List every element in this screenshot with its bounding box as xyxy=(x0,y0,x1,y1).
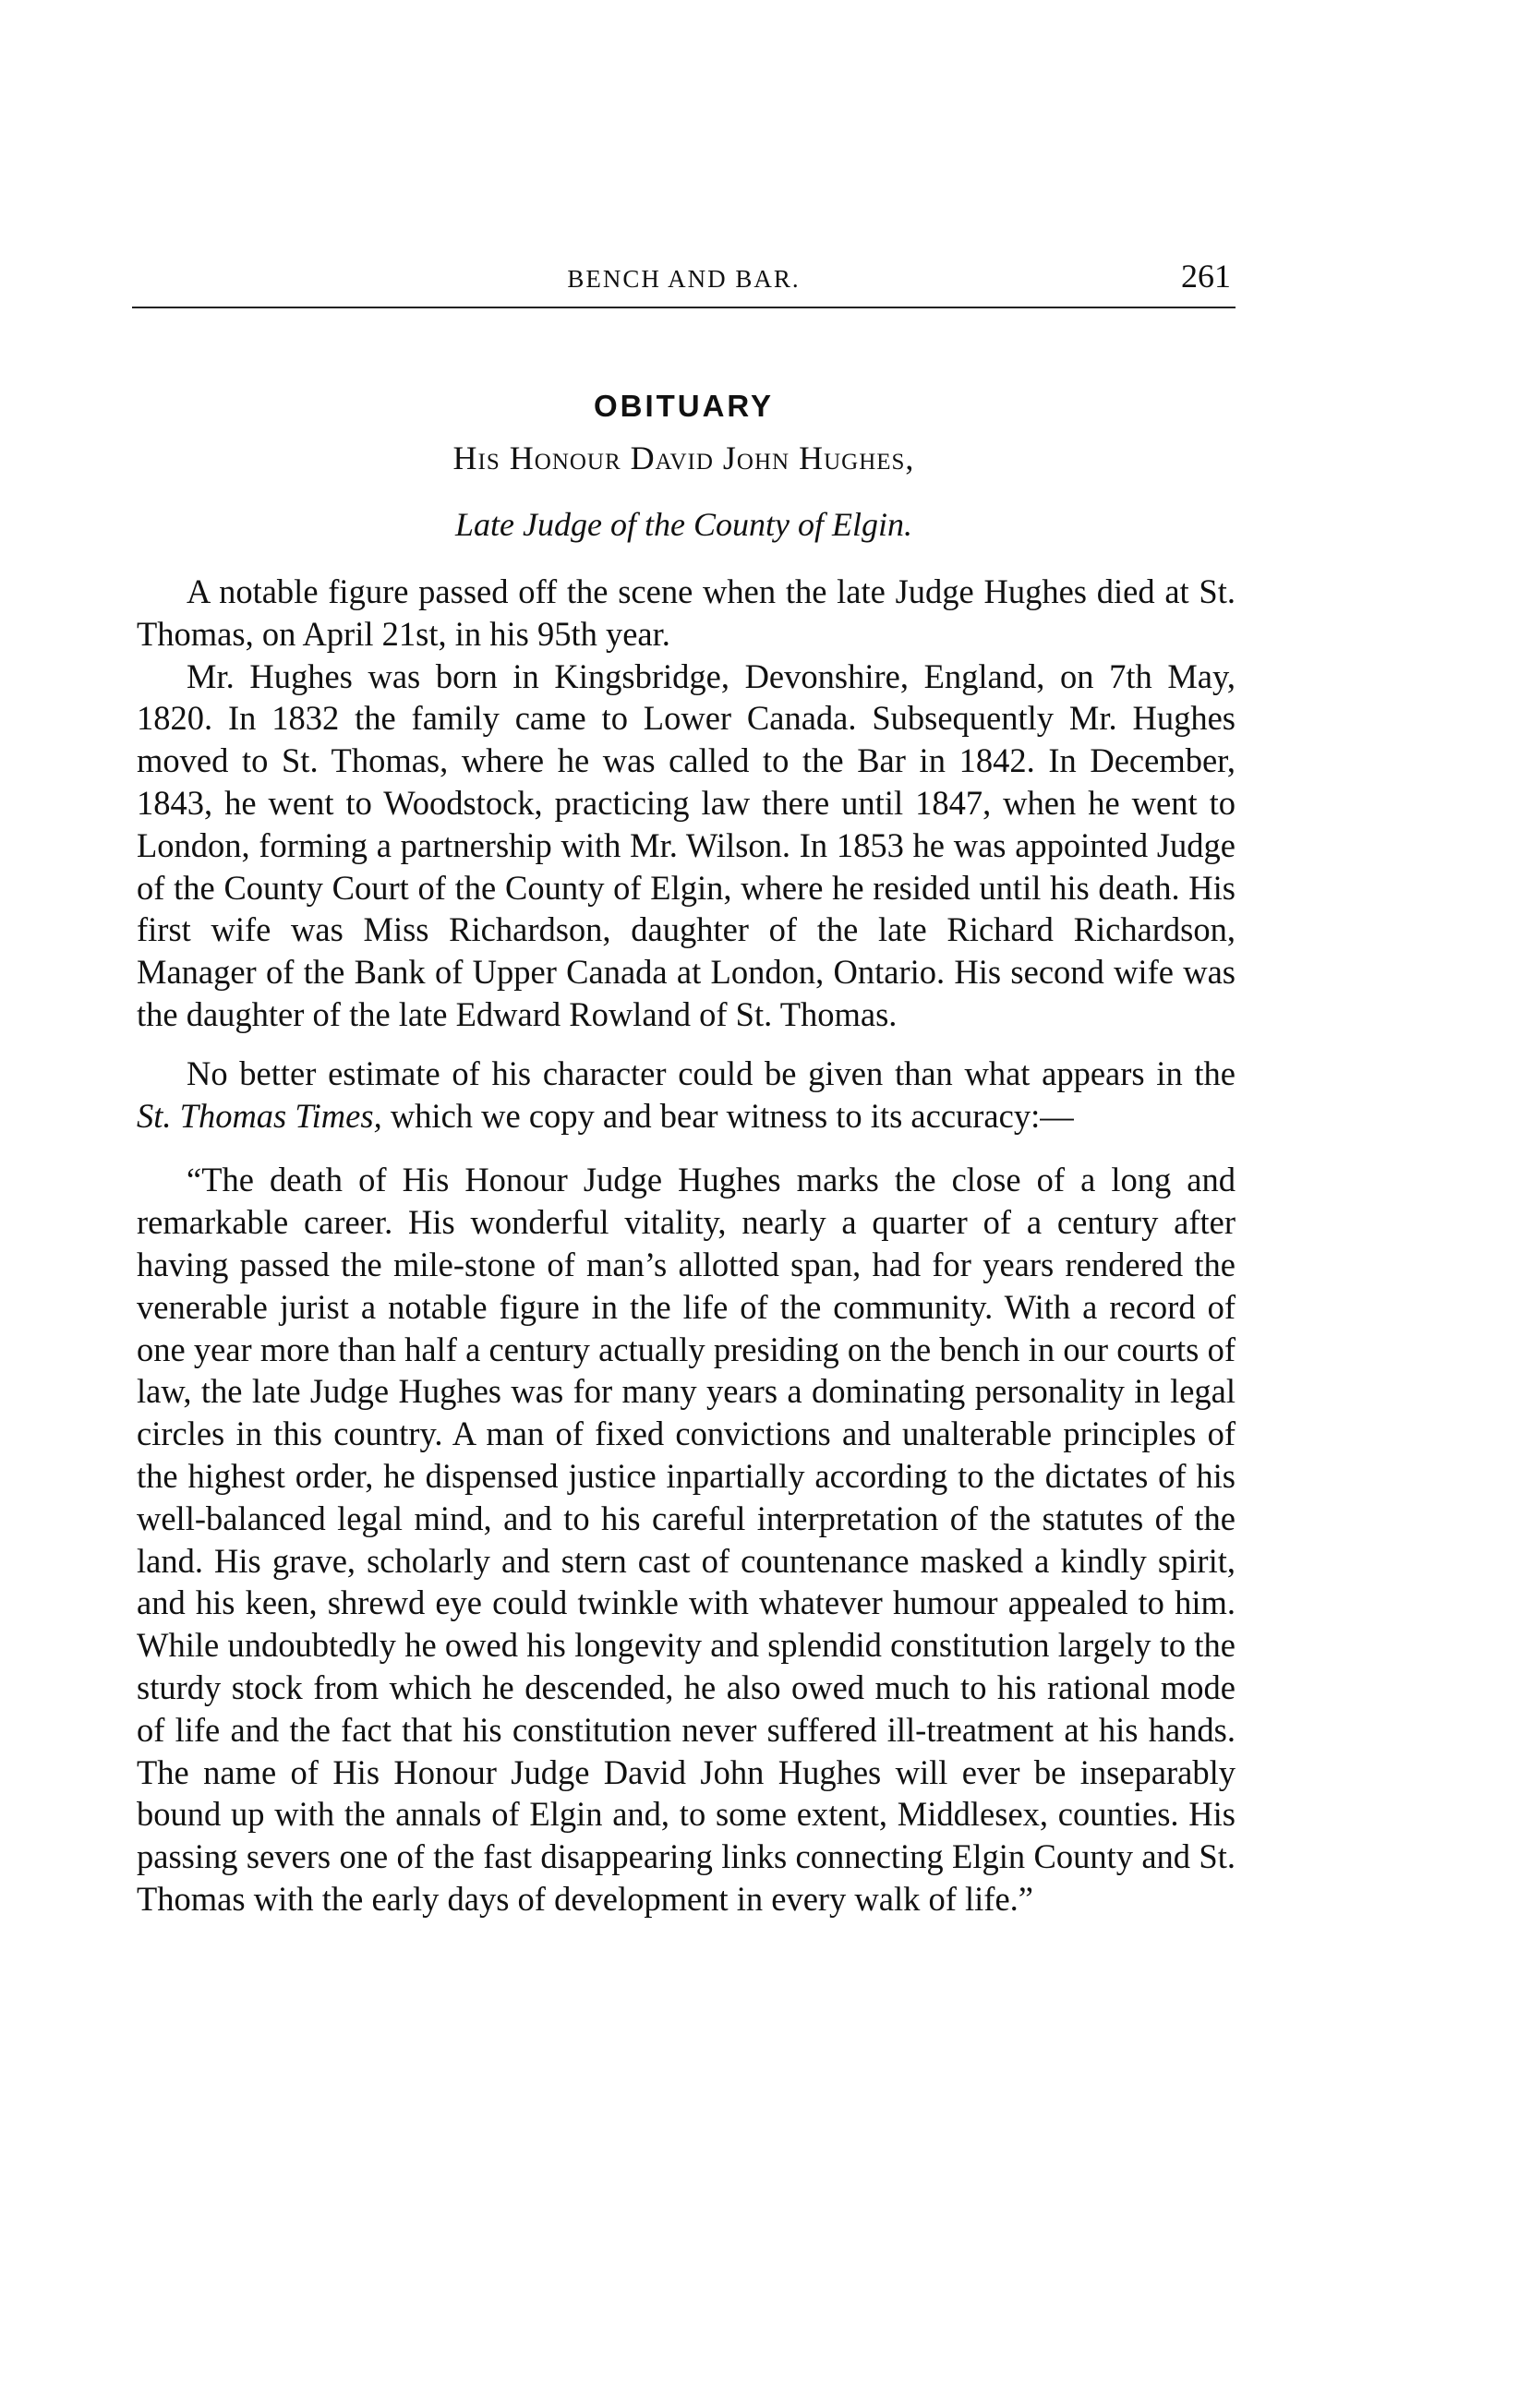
article-body xyxy=(137,571,1236,1920)
paragraph-opening: A notable figure passed off the scene when the late Judge Hughes died at St. Thomas, on April 21st, in his 95th year. xyxy=(137,572,1236,653)
paragraph-biography: Mr. Hughes was born in Kingsbridge, Devonshire, England, on 7th May, 1820. In 1832 the family came to Lower Canada. Subsequently Mr. Hughes moved to St. Thomas, where he was called to the Bar in 1842. In December, 1843, he went to Woodstock, practicing law there until 1847, when he went to London, forming a partnership with Mr. Wilson. In 1853 he was appointed Judge of the County Court of the County of Elgin, where he resided until his death. His first wife was Miss Richardson, daughter of the late Richard Richardson, Manager of the Bank of Upper Canada at London, Ontario. His second wife was the daughter of the late Edward Rowland of St. Thomas. xyxy=(137,656,1236,1033)
running-head: BENCH AND BAR. xyxy=(567,265,801,293)
obituary-subtitle: Late Judge of the County of Elgin. xyxy=(455,506,912,543)
paragraph-estimate xyxy=(137,1053,1236,1138)
page-header xyxy=(132,260,1236,308)
obituary-heading: OBITUARY xyxy=(593,389,775,423)
paragraph-quotation: “The death of His Honour Judge Hughes marks the close of a long and remarkable career. His wonderful vitality, nearly a quarter of a century after having passed the mile-stone of man’s allotted span, had for years rendered the venerable jurist a notable figure in the life of the community. With a record of one year more than half a century actually presiding on the bench in our courts of law, the late Judge Hughes was for many years a dominating personality in legal circles in this country. A man of fixed convictions and unalterable principles of the highest order, he dispensed justice inpartially according to the dictates of his well-balanced legal mind, and to his careful interpretation of the statutes of the land. His grave, scholarly and stern cast of countenance masked a kindly spirit, and his keen, shrewd eye could twinkle with whatever humour appealed to him. While undoubtedly he owed his longevity and splendid constitution largely to the sturdy stock from which he descended, he also owed much to his rational mode of life and the fact that his constitution never suffered ill-treatment at his hands. The name of His Honour Judge David John Hughes will ever be inseparably bound up with the annals of Elgin and, to some extent, Middlesex, counties. His passing severs one of the fast disappearing links connecting Elgin County and St. Thomas with the early days of development in every walk of life.” xyxy=(137,1161,1236,1918)
page-number: 261 xyxy=(1181,258,1231,295)
paragraph-estimate-text: No better estimate of his character could be given than what appears in the xyxy=(187,1054,1236,1092)
paragraph-estimate-text-end: which we copy and bear witness to its accuracy:— xyxy=(381,1096,1074,1135)
obituary-name: His Honour David John Hughes, xyxy=(452,439,915,476)
newspaper-title: St. Thomas Times, xyxy=(137,1096,382,1135)
